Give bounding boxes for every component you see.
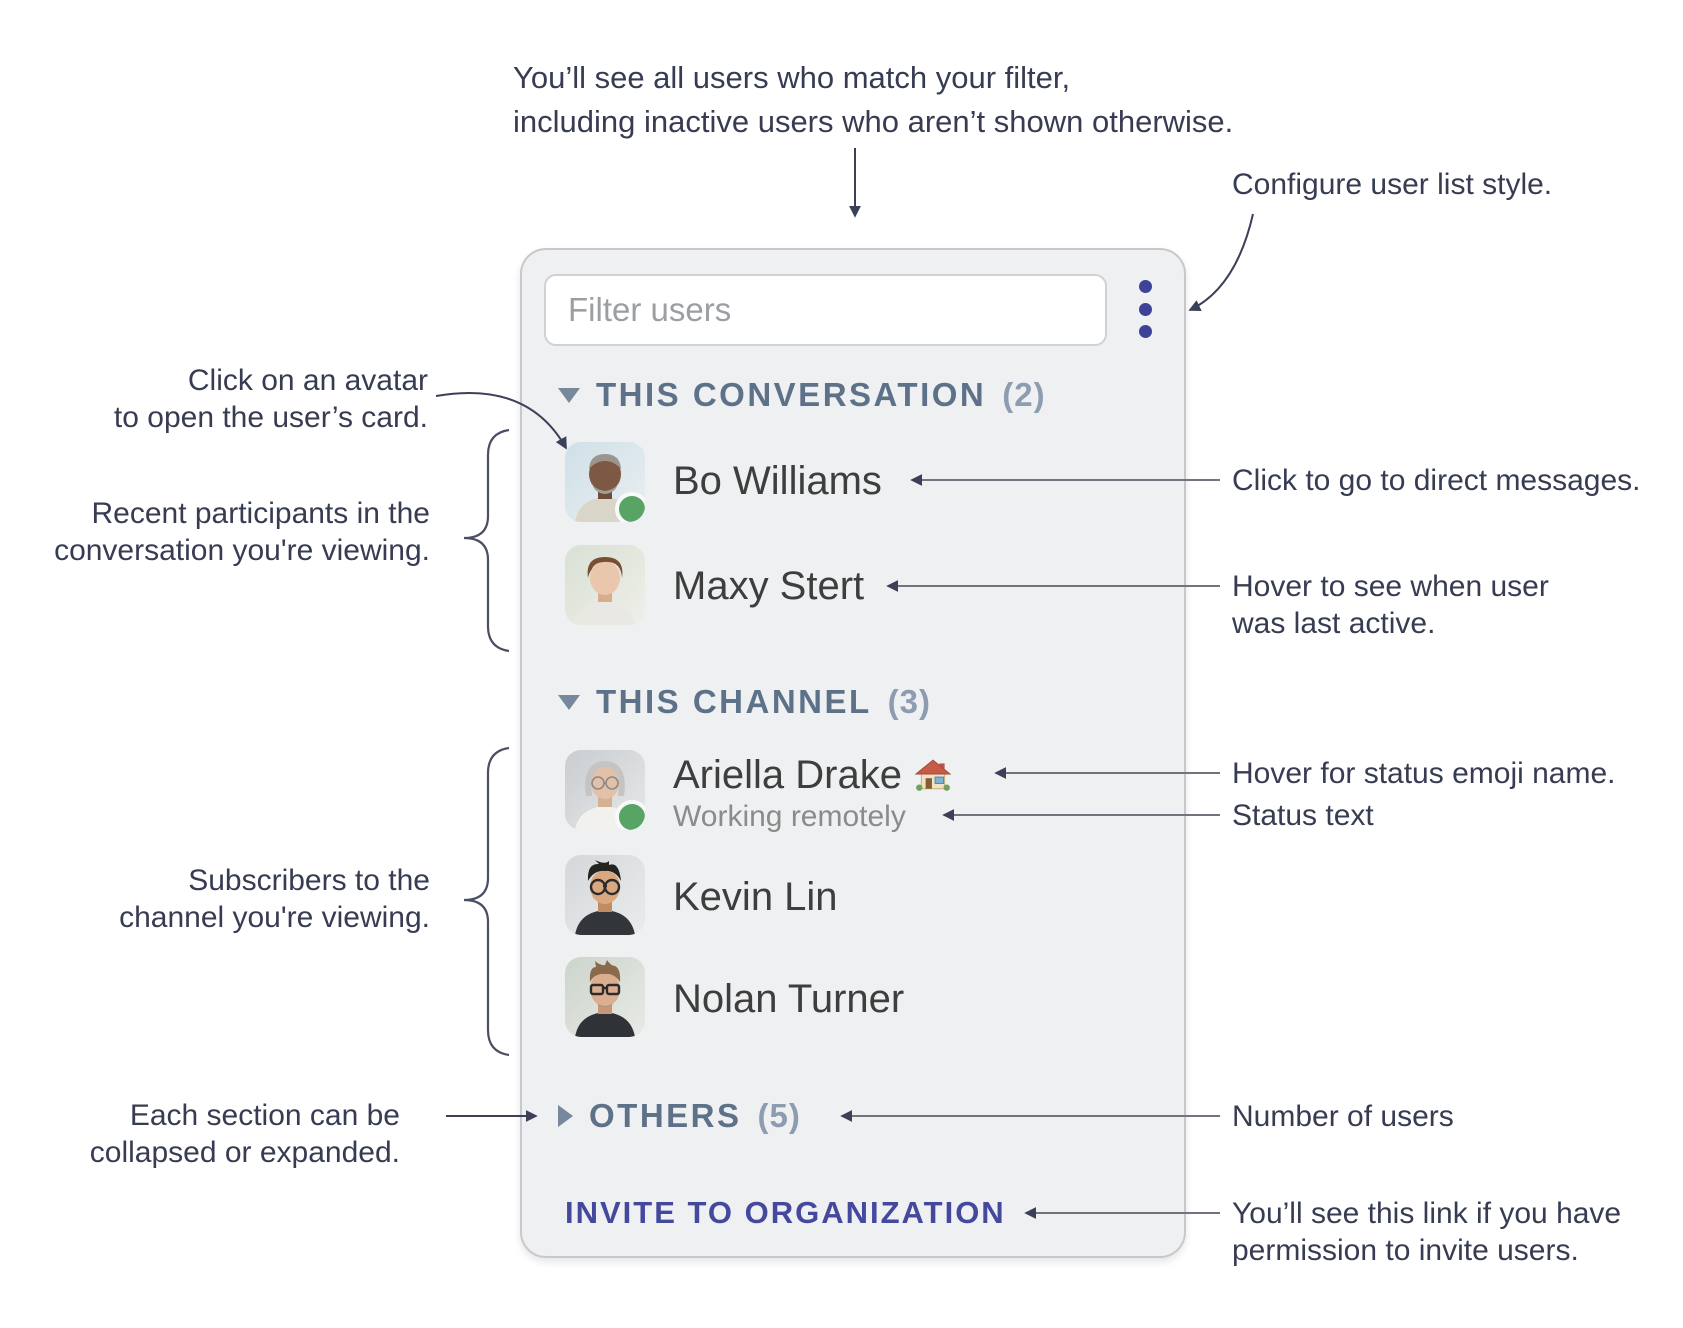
avatar-ariella-drake[interactable]: [565, 750, 645, 830]
user-name-link[interactable]: [673, 873, 838, 921]
dm-note: Click to go to direct messages.: [1232, 464, 1641, 497]
kebab-vertical-dots-icon: [1139, 303, 1152, 316]
user-name-text: Nolan Turner: [673, 977, 905, 1021]
invite-note-line1: You’ll see this link if you have: [1232, 1197, 1622, 1230]
collapse-note-line1: Each section can be: [129, 1099, 400, 1132]
user-list-style-menu-button[interactable]: [1135, 280, 1155, 338]
kebab-vertical-dots-icon: [1139, 280, 1152, 293]
section-count: (3): [887, 683, 932, 720]
subscribers-note: [119, 862, 430, 936]
participants-note: [54, 495, 430, 569]
user-name-text: Bo Williams: [673, 459, 882, 503]
emoji-note: Hover for status emoji name.: [1232, 757, 1616, 790]
presence-online-dot: [615, 492, 645, 522]
avatar-photo: [565, 957, 645, 1037]
avatar-maxy-stert[interactable]: [565, 545, 645, 625]
avatar-kevin-lin[interactable]: [565, 855, 645, 935]
user-name-text: Ariella Drake: [673, 753, 902, 797]
arrow-configure: [1190, 214, 1253, 310]
section-label: THIS CONVERSATION: [596, 376, 987, 413]
section-count: (2): [1002, 376, 1046, 413]
last-active-note-line1: Hover to see when user: [1232, 570, 1549, 603]
user-name-text: Maxy Stert: [673, 564, 865, 608]
participants-note-line1: Recent participants in the: [91, 497, 430, 530]
kebab-vertical-dots-icon: [1139, 325, 1152, 338]
presence-online-dot: [615, 800, 645, 830]
section-header-this-channel[interactable]: [558, 683, 931, 721]
invite-note: [1232, 1195, 1621, 1269]
section-label: OTHERS: [589, 1097, 742, 1134]
collapse-note: [90, 1097, 400, 1171]
count-note: Number of users: [1232, 1100, 1454, 1133]
invite-note-line2: permission to invite users.: [1232, 1234, 1579, 1267]
user-name-link[interactable]: [673, 751, 952, 799]
triangle-down-icon: [558, 388, 580, 403]
status-note: Status text: [1232, 799, 1374, 832]
invite-to-organization-link[interactable]: INVITE TO ORGANIZATION: [565, 1195, 1006, 1230]
section-header-others[interactable]: [558, 1097, 801, 1135]
top-note-line1: You’ll see all users who match your filter,: [513, 60, 1071, 95]
top-note-line2: including inactive users who aren’t shown otherwise.: [513, 104, 1234, 139]
avatar-note-line1: Click on an avatar: [187, 364, 428, 397]
avatar-note-line2: to open the user’s card.: [113, 401, 428, 434]
user-list-panel: [520, 248, 1186, 1258]
configure-note: Configure user list style.: [1232, 168, 1553, 201]
last-active-note-line2: was last active.: [1232, 607, 1436, 640]
collapse-note-line2: collapsed or expanded.: [89, 1136, 400, 1169]
house-status-emoji-icon: [914, 757, 952, 793]
user-name-link[interactable]: [673, 457, 882, 505]
filter-users-input[interactable]: [544, 274, 1107, 346]
section-label: THIS CHANNEL: [596, 683, 872, 720]
brace-channel-rows: [464, 748, 509, 1055]
avatar-nolan-turner[interactable]: [565, 957, 645, 1037]
user-name-link[interactable]: [673, 975, 904, 1023]
avatar-note: [114, 362, 428, 436]
triangle-right-icon: [558, 1105, 573, 1127]
participants-note-line2: conversation you're viewing.: [54, 534, 430, 567]
top-note: [513, 56, 1233, 144]
avatar-photo: [565, 545, 645, 625]
section-header-this-conversation[interactable]: [558, 376, 1046, 414]
user-status-text: Working remotely: [673, 800, 906, 833]
last-active-note: [1232, 568, 1549, 642]
brace-conversation-rows: [464, 430, 509, 651]
avatar-bo-williams[interactable]: [565, 442, 645, 522]
triangle-down-icon: [558, 695, 580, 710]
user-name-link[interactable]: [673, 562, 864, 610]
subscribers-note-line2: channel you're viewing.: [119, 901, 430, 934]
subscribers-note-line1: Subscribers to the: [188, 864, 430, 897]
user-name-text: Kevin Lin: [673, 875, 838, 919]
avatar-photo: [565, 855, 645, 935]
section-count: (5): [757, 1097, 801, 1134]
